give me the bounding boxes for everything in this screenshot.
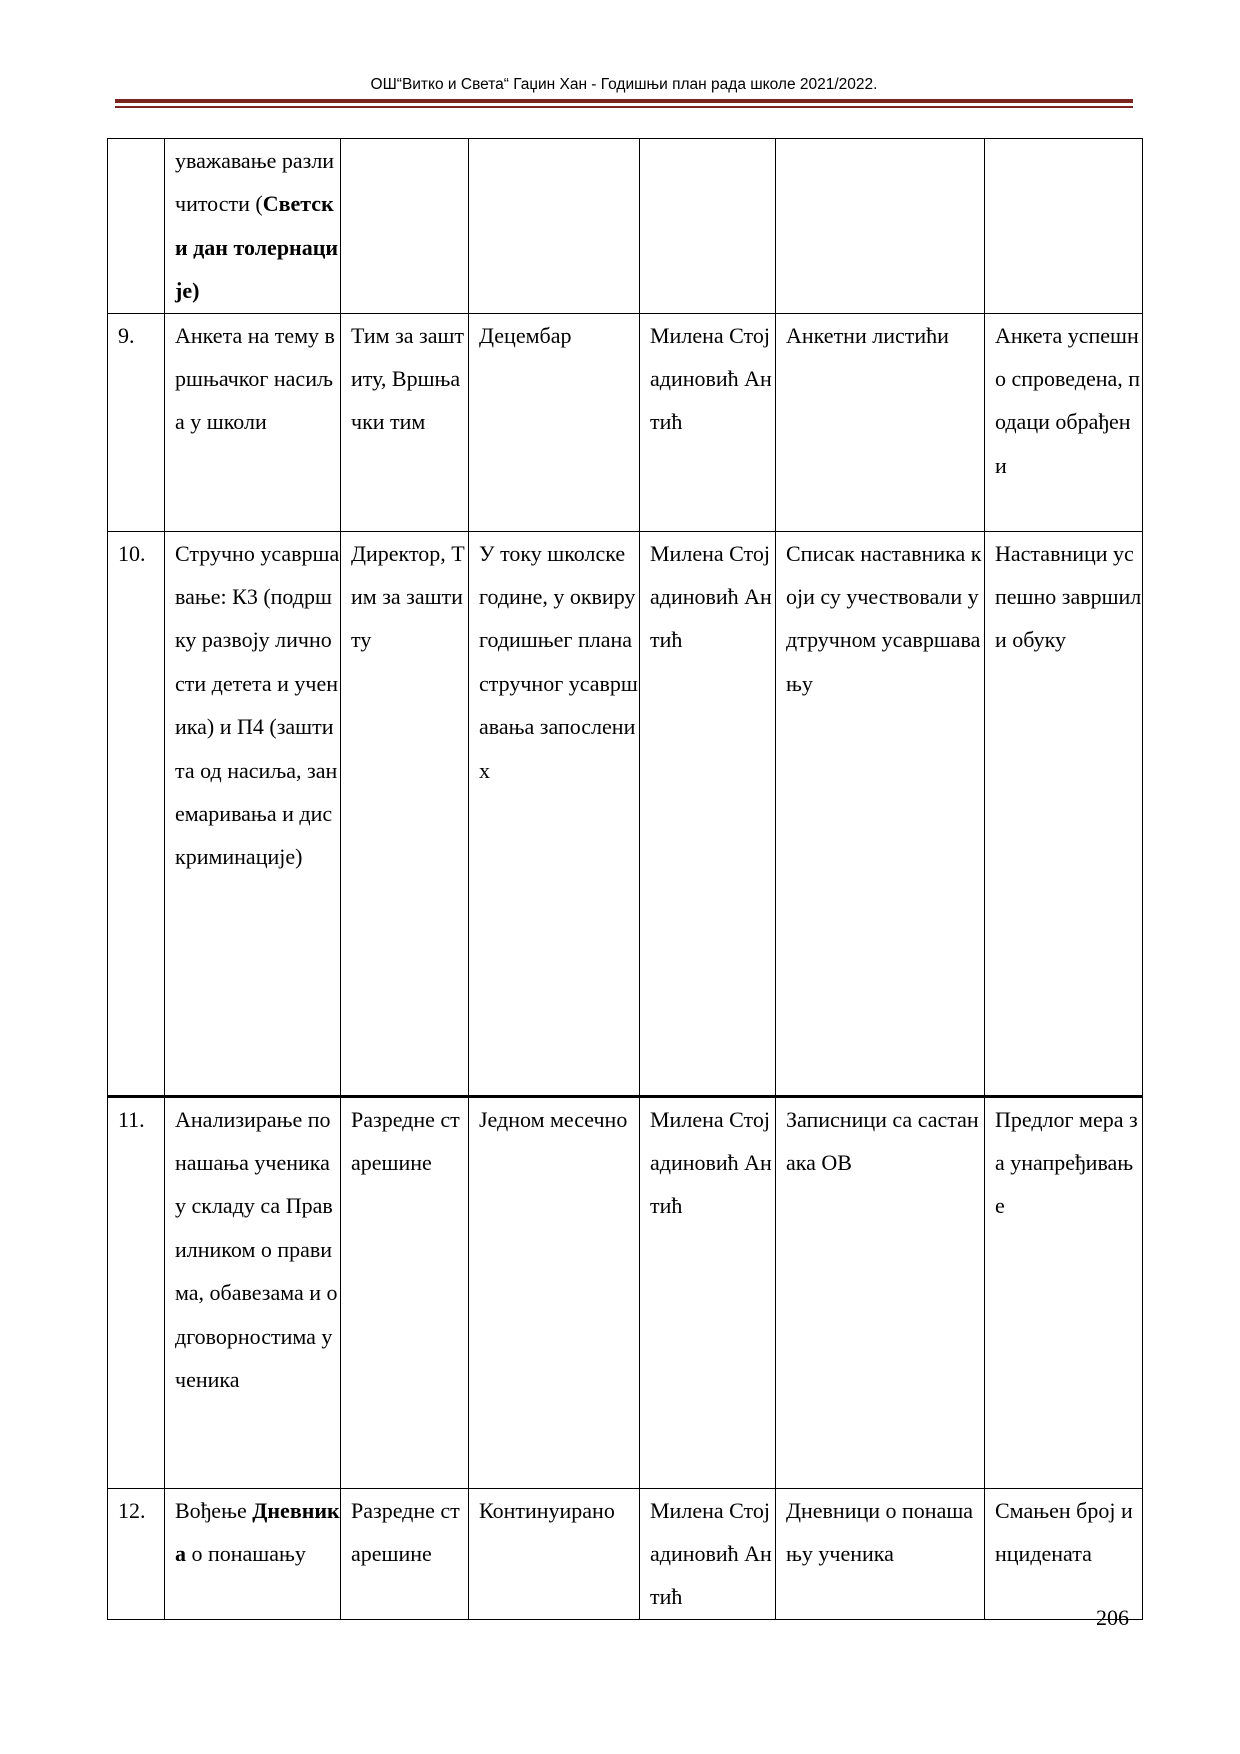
time-cell: Једном месечно — [469, 1096, 640, 1488]
activity-text: Стручно усавршавање: К3 (подршку развоју личности детета и ученика) и П4 (заштита од насиља, занемаривања и дискриминације) — [175, 540, 340, 870]
header-rule-thin — [115, 106, 1133, 108]
row-number: 10. — [108, 531, 165, 1096]
activity-cell — [165, 313, 341, 531]
lead-cell — [341, 139, 469, 314]
activity-text-end: о понашању — [186, 1541, 306, 1567]
activity-bold-text: Дневника — [175, 1497, 340, 1567]
activity-text: Вођење — [175, 1497, 253, 1523]
evidence-cell: Списак наставника који су учествовали у дтручном усавршавању — [776, 531, 985, 1096]
coordinator-cell: Милена Стојадиновић Антић — [640, 1488, 776, 1619]
row-number: 12. — [108, 1488, 165, 1619]
activity-text: уважавање различитости ( — [175, 148, 335, 217]
table-row — [108, 531, 1143, 1096]
outcome-cell — [985, 139, 1143, 314]
activity-cell — [165, 531, 341, 1096]
coordinator-cell: Милена Стојадиновић Антић — [640, 531, 776, 1096]
evidence-cell: Дневници о понашању ученика — [776, 1488, 985, 1619]
table-row — [108, 139, 1143, 314]
page-header: ОШ“Витко и Света“ Гаџин Хан - Годишњи план рада школе 2021/2022. — [370, 76, 878, 93]
activity-text: Анализирање понашања ученика у складу са Правилником о правима, обавезама и одговорностима ученика — [175, 1106, 338, 1393]
evidence-cell: Анкетни листићи — [776, 313, 985, 531]
row-number: 9. — [108, 313, 165, 531]
activity-cell — [165, 1488, 341, 1619]
lead-cell: Директор, Тим за заштиту — [341, 531, 469, 1096]
table-row — [108, 313, 1143, 531]
activity-cell — [165, 139, 341, 314]
time-cell: У току школске године, у оквиру годишњег плана стручног усавршавања запослених — [469, 531, 640, 1096]
activity-bold-text: Светски дан толернације) — [175, 191, 339, 304]
outcome-cell: Наставници успешно завршили обуку — [985, 531, 1143, 1096]
header-rule-thick — [115, 99, 1133, 103]
time-cell: Континуирано — [469, 1488, 640, 1619]
coordinator-cell: Милена Стојадиновић Антић — [640, 1096, 776, 1488]
row-number — [108, 139, 165, 314]
row-number: 11. — [108, 1096, 165, 1488]
lead-cell: Разредне старешине — [341, 1488, 469, 1619]
time-cell — [469, 139, 640, 314]
outcome-cell: Предлог мера за унапређивање — [985, 1096, 1143, 1488]
lead-cell: Разредне старешине — [341, 1096, 469, 1488]
lead-cell: Тим за заштиту, Вршњачки тим — [341, 313, 469, 531]
time-cell: Децембар — [469, 313, 640, 531]
outcome-cell: Анкета успешно спроведена, подаци обрађени — [985, 313, 1143, 531]
table-row — [108, 1488, 1143, 1619]
activity-text: Анкета на тему вршњачког насиља у школи — [175, 322, 335, 435]
activity-cell — [165, 1096, 341, 1488]
activity-plan-table — [107, 138, 1143, 1620]
evidence-cell: Записници са састанака ОВ — [776, 1096, 985, 1488]
coordinator-cell: Милена Стојадиновић Антић — [640, 313, 776, 531]
coordinator-cell — [640, 139, 776, 314]
evidence-cell — [776, 139, 985, 314]
table-row — [108, 1096, 1143, 1488]
outcome-cell: Смањен број инцидената — [985, 1488, 1143, 1619]
page-number: 206 — [1096, 1605, 1129, 1630]
